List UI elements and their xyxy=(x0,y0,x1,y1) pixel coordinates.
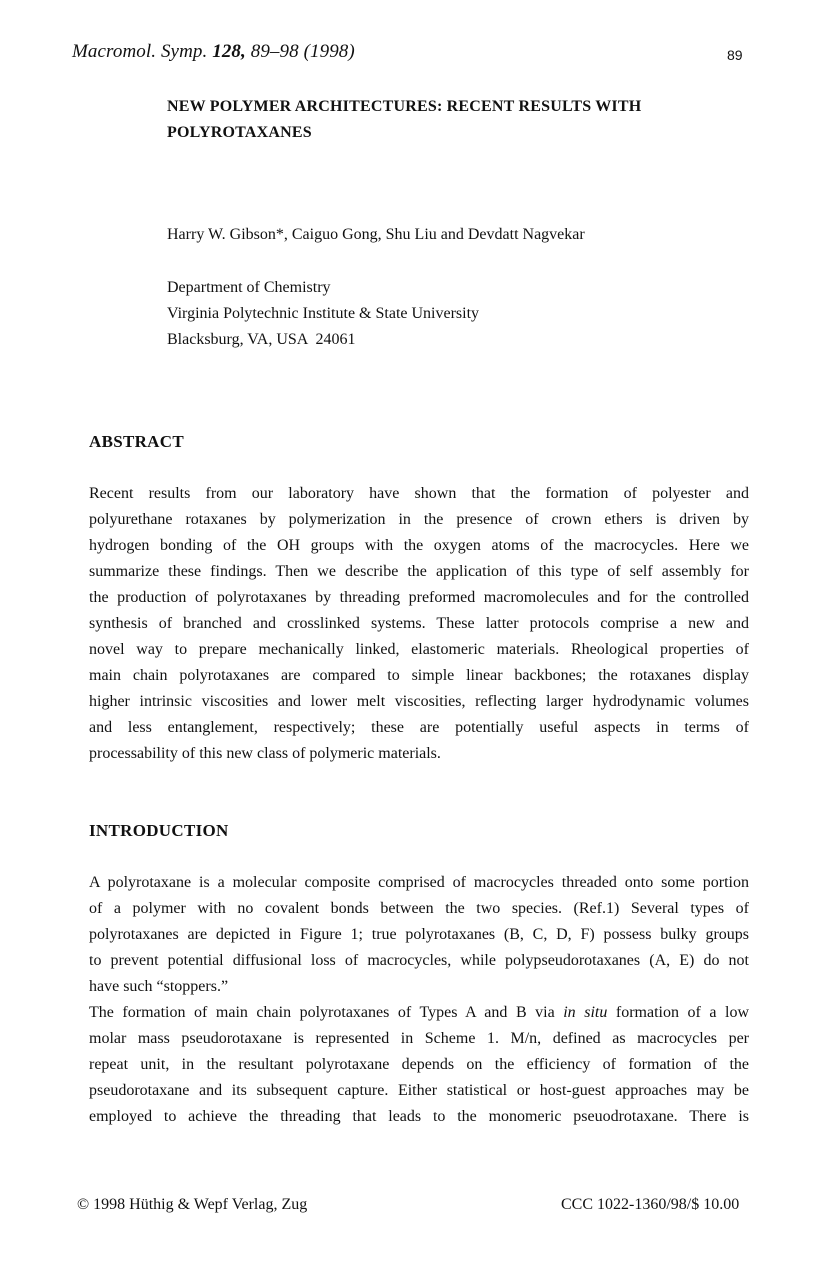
abstract-line: higher intrinsic viscosities and lower melt viscosities, reflecting larger hydrodynamic volumes xyxy=(89,693,749,710)
intro-text: formation of a low xyxy=(607,1004,750,1021)
intro-line: polyrotaxanes are depicted in Figure 1; true polyrotaxanes (B, C, D, F) possess bulky groups xyxy=(89,926,749,943)
abstract-line: polyurethane rotaxanes by polymerization in the presence of crown ethers is driven by xyxy=(89,511,749,528)
abstract-line: hydrogen bonding of the OH groups with the oxygen atoms of the macrocycles. Here we xyxy=(89,537,749,554)
abstract-line: novel way to prepare mechanically linked, elastomeric materials. Rheological properties of xyxy=(89,641,749,658)
copyright-notice: © 1998 Hüthig & Wepf Verlag, Zug xyxy=(77,1196,308,1213)
affiliation-department: Department of Chemistry xyxy=(167,279,331,296)
journal-pages-year: 89–98 (1998) xyxy=(250,41,355,62)
abstract-line: and less entanglement, respectively; these are potentially useful aspects in terms of xyxy=(89,719,749,736)
author-list: Harry W. Gibson*, Caiguo Gong, Shu Liu and Devdatt Nagvekar xyxy=(167,226,585,243)
abstract-line: the production of polyrotaxanes by threading preformed macromolecules and for the controlled xyxy=(89,589,749,606)
ccc-code: CCC 1022-1360/98/$ 10.00 xyxy=(561,1196,740,1213)
title-line-2: POLYROTAXANES xyxy=(167,124,312,141)
abstract-line: processability of this new class of polymeric materials. xyxy=(89,745,441,762)
intro-line: to prevent potential diffusional loss of macrocycles, while polypseudorotaxanes (A, E) do not xyxy=(89,952,749,969)
introduction-heading: INTRODUCTION xyxy=(89,821,229,840)
intro-line: repeat unit, in the resultant polyrotaxane depends on the efficiency of formation of the xyxy=(89,1056,749,1073)
introduction-body xyxy=(89,870,749,1130)
running-head xyxy=(72,41,355,63)
affiliation xyxy=(167,275,479,353)
intro-line xyxy=(89,1000,749,1026)
journal-name: Macromol. Symp. xyxy=(72,41,208,62)
affiliation-address: Blacksburg, VA, USA 24061 xyxy=(167,331,356,348)
intro-italic-term: in situ xyxy=(563,1004,608,1021)
journal-volume: 128, xyxy=(212,41,246,62)
page-number: 89 xyxy=(727,47,743,63)
intro-line: A polyrotaxane is a molecular composite comprised of macrocycles threaded onto some portion xyxy=(89,874,749,891)
abstract-line: main chain polyrotaxanes are compared to simple linear backbones; the rotaxanes display xyxy=(89,667,749,684)
intro-line: have such “stoppers.” xyxy=(89,978,229,995)
intro-line: molar mass pseudorotaxane is represented in Scheme 1. M/n, defined as macrocycles per xyxy=(89,1030,749,1047)
abstract-line: Recent results from our laboratory have shown that the formation of polyester and xyxy=(89,485,749,502)
abstract-heading: ABSTRACT xyxy=(89,432,184,451)
abstract-body xyxy=(89,481,749,767)
intro-text: The formation of main chain polyrotaxanes of Types A and B via xyxy=(89,1004,564,1021)
affiliation-institution: Virginia Polytechnic Institute & State University xyxy=(167,305,480,322)
title-line-1: NEW POLYMER ARCHITECTURES: RECENT RESULTS WITH xyxy=(167,98,642,115)
intro-line: of a polymer with no covalent bonds between the two species. (Ref.1) Several types of xyxy=(89,900,749,917)
paper-title xyxy=(167,94,767,146)
abstract-line: synthesis of branched and crosslinked systems. These latter protocols comprise a new and xyxy=(89,615,749,632)
intro-line: employed to achieve the threading that leads to the monomeric pseuodrotaxane. There is xyxy=(89,1108,749,1125)
intro-line: pseudorotaxane and its subsequent capture. Either statistical or host-guest approaches may be xyxy=(89,1082,749,1099)
abstract-line: summarize these findings. Then we describe the application of this type of self assembly for xyxy=(89,563,749,580)
